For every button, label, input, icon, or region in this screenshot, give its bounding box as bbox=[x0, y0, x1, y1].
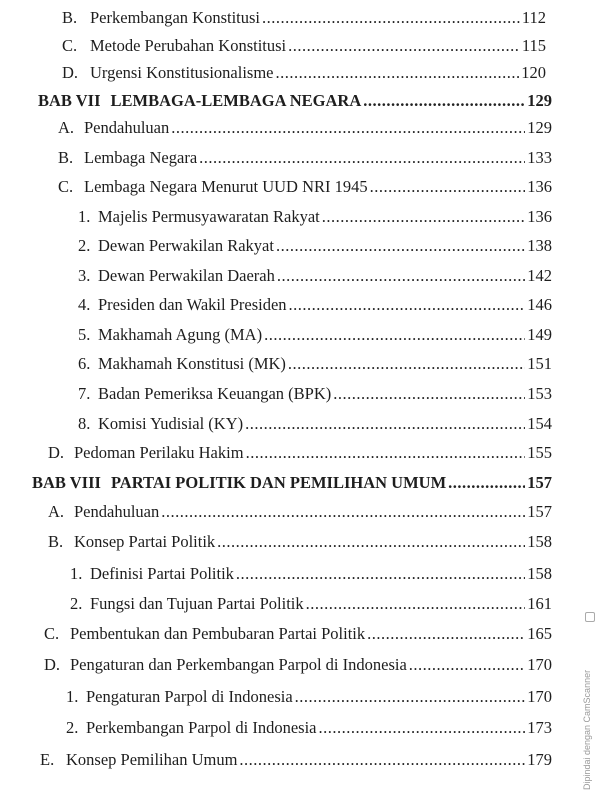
entry-marker: 2. bbox=[70, 594, 83, 613]
leader-dots bbox=[288, 354, 525, 374]
entry-page-number: 136 bbox=[527, 177, 552, 196]
entry-marker: B. bbox=[62, 8, 78, 27]
entry-page-number: 115 bbox=[521, 36, 546, 55]
entry-title: Majelis Permusyawaratan Rakyat bbox=[98, 207, 320, 226]
toc-entry bbox=[78, 262, 552, 286]
entry-title: Komisi Yudisial (KY) bbox=[98, 414, 244, 433]
leader-dots bbox=[363, 91, 525, 111]
leader-dots bbox=[262, 8, 520, 28]
entry-title: Makhamah Agung (MA) bbox=[98, 325, 263, 344]
entry-page-number: 158 bbox=[527, 532, 552, 551]
leader-dots bbox=[199, 148, 525, 168]
leader-dots bbox=[370, 177, 526, 197]
toc-entry bbox=[66, 683, 552, 707]
entry-page-number: 133 bbox=[527, 148, 552, 167]
leader-dots bbox=[448, 473, 525, 493]
entry-page-number: 157 bbox=[527, 473, 552, 492]
entry-marker: C. bbox=[44, 624, 60, 643]
leader-dots bbox=[288, 36, 520, 56]
entry-title: Urgensi Konstitusionalisme bbox=[90, 63, 274, 82]
entry-title: Lembaga Negara bbox=[84, 148, 198, 167]
entry-marker: 5. bbox=[78, 325, 91, 344]
scanner-watermark: Dipindai dengan CamScanner bbox=[582, 669, 592, 790]
entry-title: Fungsi dan Tujuan Partai Politik bbox=[90, 594, 304, 613]
entry-marker: 7. bbox=[78, 384, 91, 403]
leader-dots bbox=[264, 325, 525, 345]
entry-title: Dewan Perwakilan Rakyat bbox=[98, 236, 274, 255]
entry-marker: B. bbox=[48, 532, 64, 551]
leader-dots bbox=[277, 266, 525, 286]
leader-dots bbox=[245, 414, 525, 434]
leader-dots bbox=[409, 655, 525, 675]
toc-entry bbox=[44, 651, 552, 675]
entry-page-number: 129 bbox=[527, 91, 552, 110]
entry-page-number: 179 bbox=[527, 750, 552, 769]
toc-entry bbox=[70, 560, 552, 584]
toc-entry bbox=[62, 32, 546, 56]
entry-page-number: 170 bbox=[527, 655, 552, 674]
leader-dots bbox=[289, 295, 526, 315]
chapter-number: BAB VII bbox=[38, 91, 101, 110]
entry-page-number: 154 bbox=[527, 414, 552, 433]
toc-entry bbox=[44, 620, 552, 644]
chapter-number: BAB VIII bbox=[32, 473, 101, 492]
leader-dots bbox=[276, 236, 525, 256]
entry-marker: A. bbox=[48, 502, 65, 521]
entry-page-number: 173 bbox=[527, 718, 552, 737]
entry-marker: E. bbox=[40, 750, 55, 769]
leader-dots bbox=[306, 594, 526, 614]
entry-page-number: 165 bbox=[527, 624, 552, 643]
entry-marker: 6. bbox=[78, 354, 91, 373]
leader-dots bbox=[318, 718, 525, 738]
entry-title: Presiden dan Wakil Presiden bbox=[98, 295, 287, 314]
toc-entry bbox=[78, 410, 552, 434]
entry-marker: A. bbox=[58, 118, 75, 137]
entry-marker: C. bbox=[58, 177, 74, 196]
entry-title: Pedoman Perilaku Hakim bbox=[74, 443, 244, 462]
leader-dots bbox=[367, 624, 525, 644]
entry-page-number: 120 bbox=[521, 63, 546, 82]
entry-page-number: 155 bbox=[527, 443, 552, 462]
entry-page-number: 136 bbox=[527, 207, 552, 226]
toc-entry bbox=[40, 746, 552, 770]
entry-title: Perkembangan Konstitusi bbox=[90, 8, 261, 27]
entry-title: Pembentukan dan Pembubaran Partai Politik bbox=[70, 624, 366, 643]
entry-title: Makhamah Konstitusi (MK) bbox=[98, 354, 286, 373]
toc-entry bbox=[78, 350, 552, 374]
toc-entry bbox=[62, 4, 546, 28]
leader-dots bbox=[217, 532, 525, 552]
toc-entry bbox=[78, 380, 552, 404]
entry-title: Pengaturan dan Perkembangan Parpol di Indonesia bbox=[70, 655, 407, 674]
entry-title: Pendahuluan bbox=[84, 118, 170, 137]
leader-dots bbox=[236, 564, 525, 584]
entry-marker: 3. bbox=[78, 266, 91, 285]
entry-page-number: 129 bbox=[527, 118, 552, 137]
toc-entry bbox=[58, 144, 552, 168]
entry-title: Perkembangan Parpol di Indonesia bbox=[86, 718, 317, 737]
toc-entry bbox=[78, 291, 552, 315]
entry-page-number: 170 bbox=[527, 687, 552, 706]
entry-title: Konsep Pemilihan Umum bbox=[66, 750, 238, 769]
toc-entry bbox=[78, 321, 552, 345]
entry-page-number: 157 bbox=[527, 502, 552, 521]
toc-entry bbox=[78, 232, 552, 256]
chapter-title: PARTAI POLITIK DAN PEMILIHAN UMUM bbox=[110, 473, 447, 492]
toc-entry bbox=[48, 528, 552, 552]
entry-page-number: 161 bbox=[527, 594, 552, 613]
entry-marker: C. bbox=[62, 36, 78, 55]
leader-dots bbox=[239, 750, 525, 770]
entry-title: Pendahuluan bbox=[74, 502, 160, 521]
entry-title: Pengaturan Parpol di Indonesia bbox=[86, 687, 293, 706]
toc-entry bbox=[66, 714, 552, 738]
leader-dots bbox=[246, 443, 526, 463]
entry-page-number: 138 bbox=[527, 236, 552, 255]
toc-entry bbox=[62, 59, 546, 83]
entry-marker: 8. bbox=[78, 414, 91, 433]
entry-marker: D. bbox=[62, 63, 79, 82]
leader-dots bbox=[171, 118, 525, 138]
entry-title: Dewan Perwakilan Daerah bbox=[98, 266, 275, 285]
entry-page-number: 158 bbox=[527, 564, 552, 583]
toc-entry bbox=[78, 203, 552, 227]
entry-title: Metode Perubahan Konstitusi bbox=[90, 36, 287, 55]
entry-title: Badan Pemeriksa Keuangan (BPK) bbox=[98, 384, 332, 403]
entry-page-number: 142 bbox=[527, 266, 552, 285]
leader-dots bbox=[322, 207, 525, 227]
toc-entry bbox=[70, 590, 552, 614]
leader-dots bbox=[333, 384, 525, 404]
toc-entry bbox=[58, 114, 552, 138]
toc-entry bbox=[58, 173, 552, 197]
entry-title: Lembaga Negara Menurut UUD NRI 1945 bbox=[84, 177, 368, 196]
entry-marker: 1. bbox=[78, 207, 91, 226]
entry-marker: B. bbox=[58, 148, 74, 167]
entry-page-number: 112 bbox=[521, 8, 546, 27]
entry-marker: 4. bbox=[78, 295, 91, 314]
entry-marker: 1. bbox=[70, 564, 83, 583]
entry-page-number: 151 bbox=[527, 354, 552, 373]
entry-marker: 1. bbox=[66, 687, 79, 706]
entry-marker: 2. bbox=[66, 718, 79, 737]
leader-dots bbox=[275, 63, 519, 83]
entry-marker: D. bbox=[44, 655, 61, 674]
leader-dots bbox=[295, 687, 526, 707]
entry-title: Konsep Partai Politik bbox=[74, 532, 216, 551]
entry-title: Definisi Partai Politik bbox=[90, 564, 234, 583]
entry-page-number: 149 bbox=[527, 325, 552, 344]
entry-page-number: 153 bbox=[527, 384, 552, 403]
toc-entry bbox=[48, 498, 552, 522]
toc-chapter-heading bbox=[32, 469, 552, 493]
entry-page-number: 146 bbox=[527, 295, 552, 314]
entry-marker: 2. bbox=[78, 236, 91, 255]
chapter-title: LEMBAGA-LEMBAGA NEGARA bbox=[110, 91, 362, 110]
entry-marker: D. bbox=[48, 443, 65, 462]
toc-chapter-heading bbox=[38, 87, 552, 111]
toc-entry bbox=[48, 439, 552, 463]
leader-dots bbox=[161, 502, 525, 522]
